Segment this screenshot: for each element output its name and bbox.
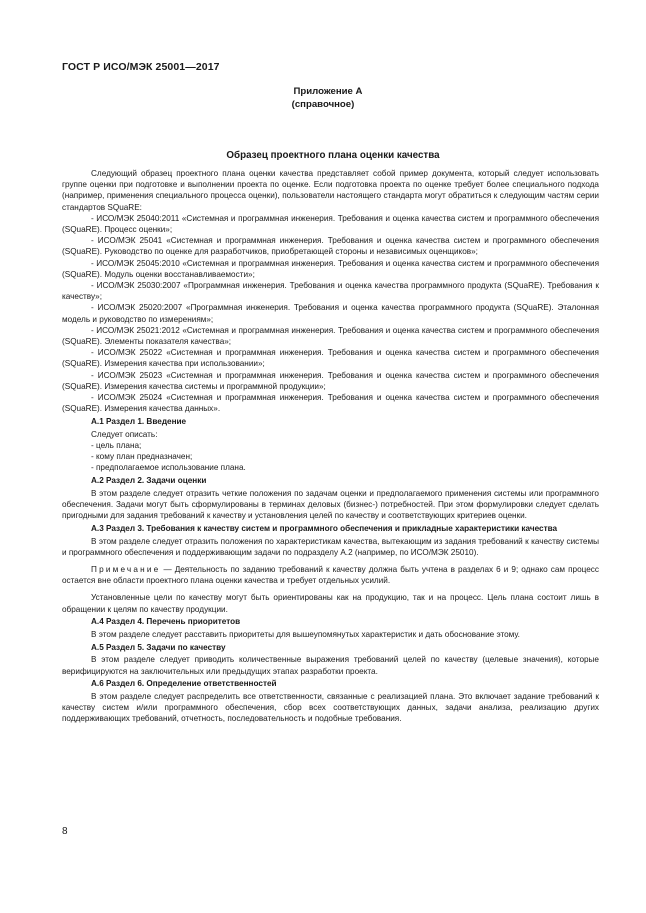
reference-item: - ИСО/МЭК 25021:2012 «Системная и программная инженерия. Требования и оценка качества систем и программного обеспечения (SQuaRE). Элементы показателя качества»; bbox=[62, 325, 599, 347]
section-heading-a3: А.3 Раздел 3. Требования к качеству систем и программного обеспечения и прикладные характеристики качества bbox=[91, 523, 558, 533]
section-a2-text: В этом разделе следует отразить четкие положения по задачам оценки и предполагаемого применения системы или программного обеспечения. Задачи могут быть сформулированы в терминах деловых (бизнес-) потребностей. При этом формулировки следует сделать пригодными для задания требований к качеству и установления целей по качеству и соответствующих критериев оценки. bbox=[62, 488, 599, 521]
reference-item: - ИСО/МЭК 25022 «Системная и программная инженерия. Требования и оценка качества систем и программного обеспечения (SQuaRE). Измерения качества при использовании»; bbox=[62, 348, 599, 369]
document-body bbox=[62, 168, 599, 725]
page-number: 8 bbox=[62, 826, 68, 837]
section-heading-a1: А.1 Раздел 1. Введение bbox=[91, 416, 187, 426]
section-heading-a4: А.4 Раздел 4. Перечень приоритетов bbox=[91, 617, 241, 627]
reference-item: - ИСО/МЭК 25020:2007 «Программная инженерия. Требования и оценка качества программного продукта (SQuaRE). Эталонная модель и руководство по измерениям»; bbox=[62, 303, 599, 324]
document-title: Образец проектного плана оценки качества bbox=[226, 150, 440, 161]
section-heading-a5: А.5 Раздел 5. Задачи по качеству bbox=[91, 642, 226, 652]
appendix-heading bbox=[0, 86, 646, 111]
section-a1-lead: Следует описать: bbox=[91, 429, 158, 439]
section-heading-a2: А.2 Раздел 2. Задачи оценки bbox=[91, 475, 207, 485]
section-heading-a6: А.6 Раздел 6. Определение ответственностей bbox=[91, 679, 277, 689]
reference-item: - ИСО/МЭК 25045:2010 «Системная и программная инженерия. Требования и оценка качества систем и программного обеспечения (SQuaRE). Модуль оценки восстанавливаемости»; bbox=[62, 258, 599, 279]
reference-item: - ИСО/МЭК 25023 «Системная и программная инженерия. Требования и оценка качества систем и программного обеспечения (SQuaRE). Измерения качества системы и программной продукции»; bbox=[62, 370, 599, 391]
reference-item: - ИСО/МЭК 25024 «Системная и программная инженерия. Требования и оценка качества систем и программного обеспечения (SQuaRE). Измерения качества данных». bbox=[62, 393, 599, 414]
note-text: — Деятельность по заданию требований к качеству должна быть учтена в разделах 6 и 9; однако сам процесс остается вне области проектного плана оценки качества и требует отдельных усилий. bbox=[62, 564, 599, 586]
section-a3-text: В этом разделе следует отразить положения по характеристикам качества, вытекающим из задания требований к качеству системы и программного обеспечения и поддерживающим задачи по подразделу А.2 (например, по ИСО/МЭК 25010). bbox=[62, 536, 599, 557]
section-a6-text: В этом разделе следует распределить все ответственности, связанные с реализацией плана. Это включает задание требований к качеству систем и/или программного обеспечения, сбор всех соответствующих данных, задачи анализа, реализацию других поддерживающих требований, отчетность, последовательность и подобные требования. bbox=[62, 691, 599, 724]
section-a4-text: В этом разделе следует расставить приоритеты для вышеупомянутых характеристик и дать обоснование этому. bbox=[91, 629, 520, 639]
note-label: Примечание bbox=[91, 564, 161, 574]
appendix-title: Приложение А bbox=[293, 86, 363, 97]
intro-paragraph: Следующий образец проектного плана оценки качества представляет собой пример документа, который следует использовать группе оценки при подготовке и выполнении проекта по оценке. Если подготовка проекта по оценке требует более специального подхода (например, применения специального процесса оценки), пользователи настоящего стандарта могут обратиться к следующим частям серии стандартов SQuaRE: bbox=[62, 169, 599, 212]
reference-item: - ИСО/МЭК 25041 «Системная и программная инженерия. Требования и оценка качества систем и программного обеспечения (SQuaRE). Руководство по оценке для разработчиков, приобретающей стороны и независимых оценщиков»; bbox=[62, 236, 599, 257]
reference-item: - ИСО/МЭК 25040:2011 «Системная и программная инженерия. Требования и оценка качества систем и программного обеспечения (SQuaRE). Процесс оценки»; bbox=[62, 213, 599, 235]
list-item: - цель плана; bbox=[91, 440, 142, 450]
section-a5-text: В этом разделе следует приводить количественные выражения требований целей по качеству (целевые значения), которые верифицируются на заключительных или предыдущих этапах разработки проекта. bbox=[62, 655, 599, 676]
appendix-subtitle: (справочное) bbox=[291, 98, 355, 110]
document-header: ГОСТ Р ИСО/МЭК 25001—2017 bbox=[62, 61, 220, 73]
section-a3-note bbox=[62, 564, 599, 586]
list-item: - кому план предназначен; bbox=[91, 452, 193, 462]
reference-item: - ИСО/МЭК 25030:2007 «Программная инженерия. Требования и оценка качества программного продукта (SQuaRE). Требования к качеству»; bbox=[62, 281, 599, 302]
section-a3-text2: Установленные цели по качеству могут быть ориентированы как на продукцию, так и на процесс. Цель плана состоит лишь в обращении к целям по качеству продукции. bbox=[62, 593, 599, 614]
list-item: - предполагаемое использование плана. bbox=[91, 463, 246, 473]
